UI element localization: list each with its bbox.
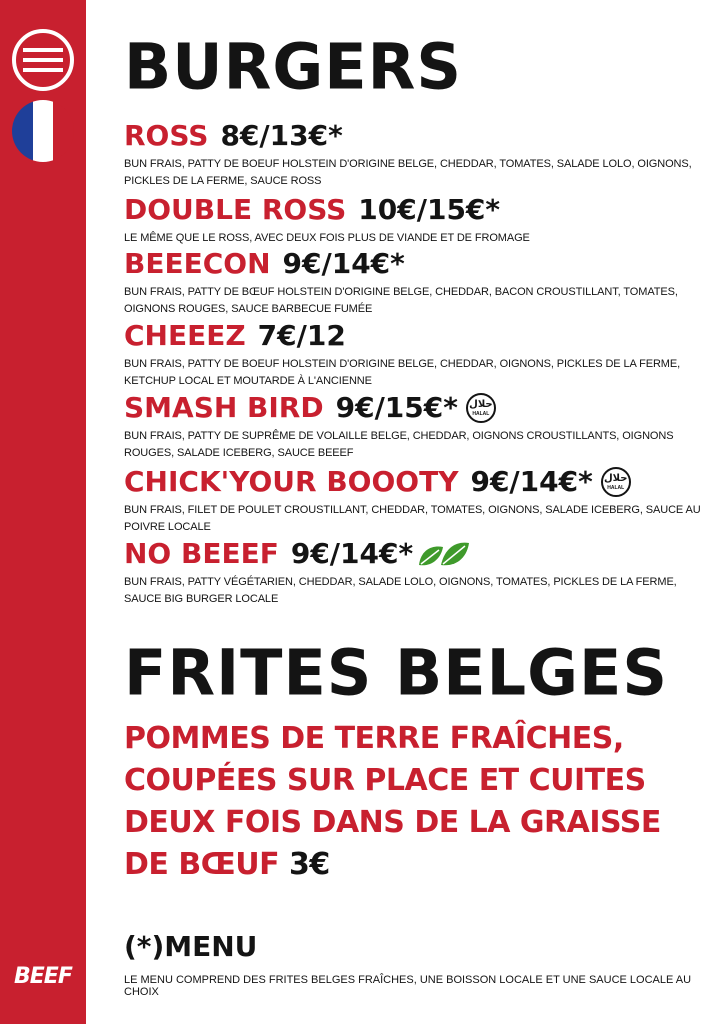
burger-description: LE MÊME QUE LE ROSS, AVEC DEUX FOIS PLUS DE VIANDE ET DE FROMAGE	[124, 232, 530, 244]
burger-item-header	[124, 538, 704, 570]
burger-item	[124, 320, 704, 390]
menu-note-title: (*)MENU	[124, 930, 258, 963]
burger-name: BEEECON	[124, 247, 271, 280]
burger-item	[124, 392, 704, 462]
burger-name: CHEEEZ	[124, 319, 246, 352]
flag-stripe-red	[53, 100, 74, 162]
burger-price: 9€/14€*	[470, 465, 593, 498]
burger-item-header	[124, 120, 704, 152]
burger-item-header	[124, 248, 704, 280]
burger-price: 10€/15€*	[358, 193, 501, 226]
burger-item-header	[124, 320, 704, 352]
burger-price: 8€/13€*	[220, 119, 343, 152]
burger-item	[124, 194, 704, 247]
burger-price: 9€/15€*	[335, 391, 458, 424]
burger-item-header	[124, 392, 704, 424]
flag-stripe-blue	[12, 100, 33, 162]
burger-item	[124, 120, 704, 190]
halal-badge-icon	[601, 467, 631, 497]
burger-name: DOUBLE ROSS	[124, 193, 347, 226]
burger-price: 9€/14€*	[290, 537, 414, 570]
burger-description: BUN FRAIS, PATTY VÉGÉTARIEN, CHEDDAR, SALADE LOLO, OIGNONS, TOMATES, PICKLES DE LA FERME, SAUCE BIG BURGER LOCALE	[124, 576, 677, 605]
burger-description: BUN FRAIS, PATTY DE SUPRÊME DE VOLAILLE BELGE, CHEDDAR, OIGNONS CROUSTILLANTS, OIGNONS ROUGES, SALADE ICEBERG, SAUCE BEEEF	[124, 430, 674, 459]
menu-bar	[23, 48, 63, 52]
burger-description: BUN FRAIS, FILET DE POULET CROUSTILLANT, CHEDDAR, TOMATES, OIGNONS, SALADE ICEBERG, SAUCE AU POIVRE LOCALE	[124, 504, 701, 533]
hamburger-menu-icon[interactable]	[12, 29, 74, 91]
burger-description: BUN FRAIS, PATTY DE BŒUF HOLSTEIN D'ORIGINE BELGE, CHEDDAR, BACON CROUSTILLANT, TOMATES, OIGNONS ROUGES, SAUCE BARBECUE FUMÉE	[124, 286, 678, 315]
halal-badge-icon	[466, 393, 496, 423]
burger-item-header	[124, 466, 704, 498]
frites-description-text: POMMES DE TERRE FRAÎCHES, COUPÉES SUR PLACE ET CUITES DEUX FOIS DANS DE LA GRAISSE DE BŒUF	[124, 721, 661, 882]
burger-item-header	[124, 194, 704, 226]
halal-latin-text: HALAL	[472, 411, 490, 417]
burger-price: 9€/14€*	[282, 247, 405, 280]
burger-price: 7€/12	[257, 319, 346, 352]
burger-name: NO BEEEF	[124, 537, 279, 570]
menu-bar	[23, 68, 63, 72]
vegetarian-leaf-icon	[417, 539, 471, 569]
burger-item	[124, 248, 704, 318]
menu-note-text: LE MENU COMPREND DES FRITES BELGES FRAÎCHES, UNE BOISSON LOCALE ET UNE SAUCE LOCALE AU CHOIX	[124, 974, 692, 998]
frites-description	[124, 718, 704, 886]
frites-title: FRITES BELGES	[124, 635, 669, 710]
burger-description: BUN FRAIS, PATTY DE BOEUF HOLSTEIN D'ORIGINE BELGE, CHEDDAR, TOMATES, SALADE LOLO, OIGNONS, PICKLES DE LA FERME, SAUCE ROSS	[124, 158, 692, 187]
menu-bar	[23, 58, 63, 62]
sidebar	[0, 0, 86, 1024]
frites-price: 3€	[289, 847, 330, 882]
burger-name: SMASH BIRD	[124, 391, 324, 424]
beeef-logo: BEEF	[14, 964, 72, 989]
burger-description: BUN FRAIS, PATTY DE BOEUF HOLSTEIN D'ORIGINE BELGE, CHEDDAR, OIGNONS, PICKLES DE LA FERME, KETCHUP LOCAL ET MOUTARDE À L'ANCIENNE	[124, 358, 681, 387]
flag-stripe-white	[33, 100, 54, 162]
burgers-title: BURGERS	[124, 29, 462, 104]
halal-latin-text: HALAL	[607, 485, 625, 491]
halal-arabic-text: حلال	[469, 399, 493, 410]
burger-item	[124, 466, 704, 536]
halal-arabic-text: حلال	[604, 473, 628, 484]
french-flag-icon[interactable]	[12, 100, 74, 162]
burger-name: ROSS	[124, 119, 209, 152]
burger-name: CHICK'YOUR BOOOTY	[124, 465, 459, 498]
burger-item	[124, 538, 704, 608]
